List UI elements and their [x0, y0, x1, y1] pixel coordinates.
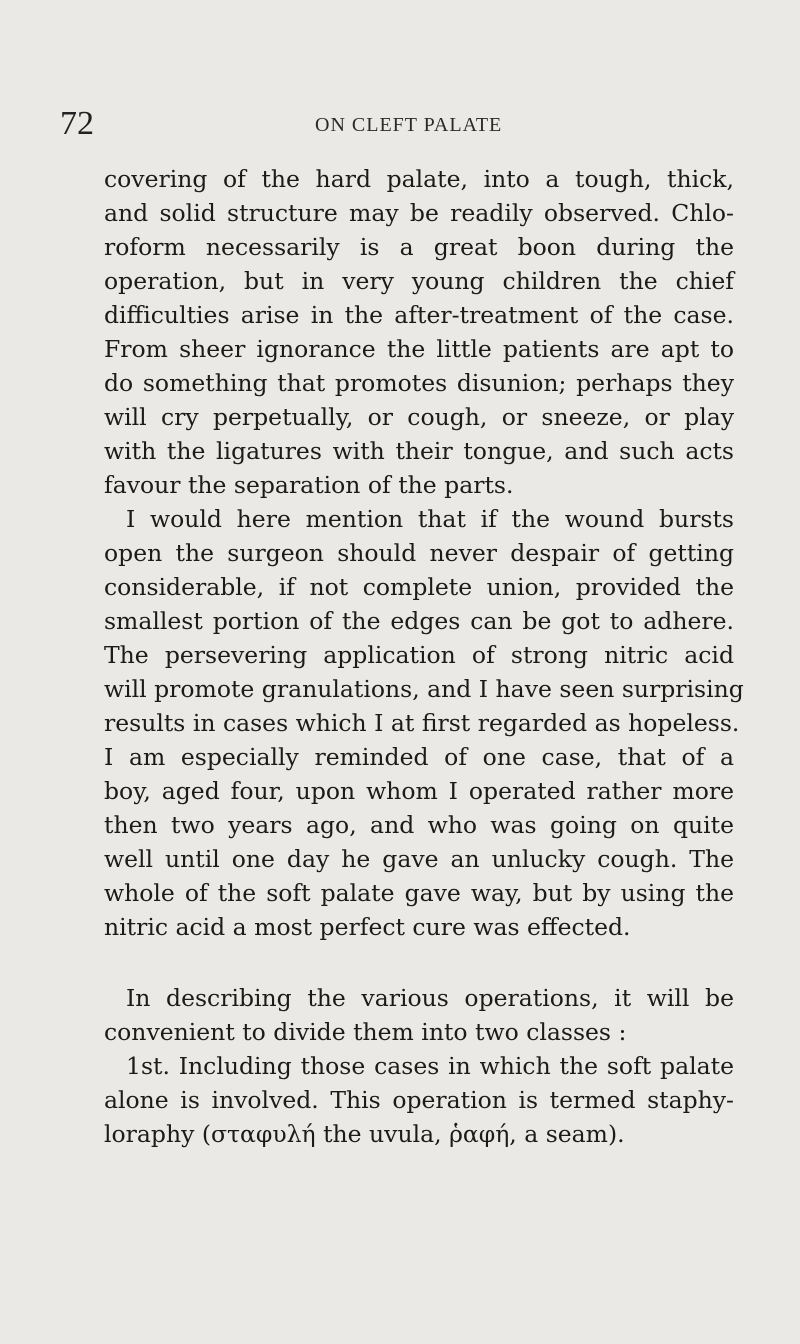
text-line: covering of the hard palate, into a tough, thick, [104, 165, 734, 193]
text-line: alone is involved. This operation is termed staphy- [104, 1086, 734, 1114]
text-line: results in cases which I at first regarded as hopeless. [104, 709, 740, 737]
text-line: considerable, if not complete union, provided the [104, 573, 734, 601]
text-line: boy, aged four, upon whom I operated rather more [104, 777, 734, 805]
text-line: nitric acid a most perfect cure was effected. [104, 913, 631, 941]
text-line: I am especially reminded of one case, that of a [104, 743, 734, 771]
text-line: open the surgeon should never despair of getting [104, 539, 734, 567]
text-line: roform necessarily is a great boon during the [104, 233, 734, 261]
paragraph-4 [104, 1049, 734, 1151]
text-line: From sheer ignorance the little patients are apt to [104, 335, 734, 363]
text-line: difficulties arise in the after-treatment of the case. [104, 301, 734, 329]
text-line: 1st. Including those cases in which the soft palate [126, 1052, 734, 1080]
text-line: smallest portion of the edges can be got to adhere. [104, 607, 734, 635]
paragraph-3 [104, 981, 734, 1049]
text-line: favour the separation of the parts. [104, 471, 514, 499]
paragraph-1 [104, 162, 734, 502]
text-line: loraphy (σταφυλή the uvula, ῥαφή, a seam). [104, 1120, 625, 1148]
text-line: do something that promotes disunion; perhaps they [104, 369, 734, 397]
body-text [104, 162, 744, 1151]
text-line: The persevering application of strong nitric acid [104, 641, 734, 669]
text-line: well until one day he gave an unlucky cough. The [104, 845, 734, 873]
running-title: ON CLEFT PALATE [315, 114, 503, 136]
text-line: and solid structure may be readily observed. Chlo- [104, 199, 734, 227]
text-line: with the ligatures with their tongue, and such acts [104, 437, 734, 465]
text-line: whole of the soft palate gave way, but by using the [104, 879, 734, 907]
text-line: operation, but in very young children the chief [104, 267, 734, 295]
text-line: will promote granulations, and I have seen surprising [104, 675, 744, 703]
paragraph-gap [104, 944, 734, 981]
text-line: then two years ago, and who was going on quite [104, 811, 734, 839]
text-line: convenient to divide them into two classes : [104, 1018, 627, 1046]
running-head [60, 104, 750, 144]
page-number: 72 [60, 105, 94, 142]
text-line: In describing the various operations, it will be [126, 984, 734, 1012]
text-line: will cry perpetually, or cough, or sneeze, or play [104, 403, 734, 431]
text-line: I would here mention that if the wound bursts [126, 505, 734, 533]
paragraph-2 [104, 502, 744, 944]
